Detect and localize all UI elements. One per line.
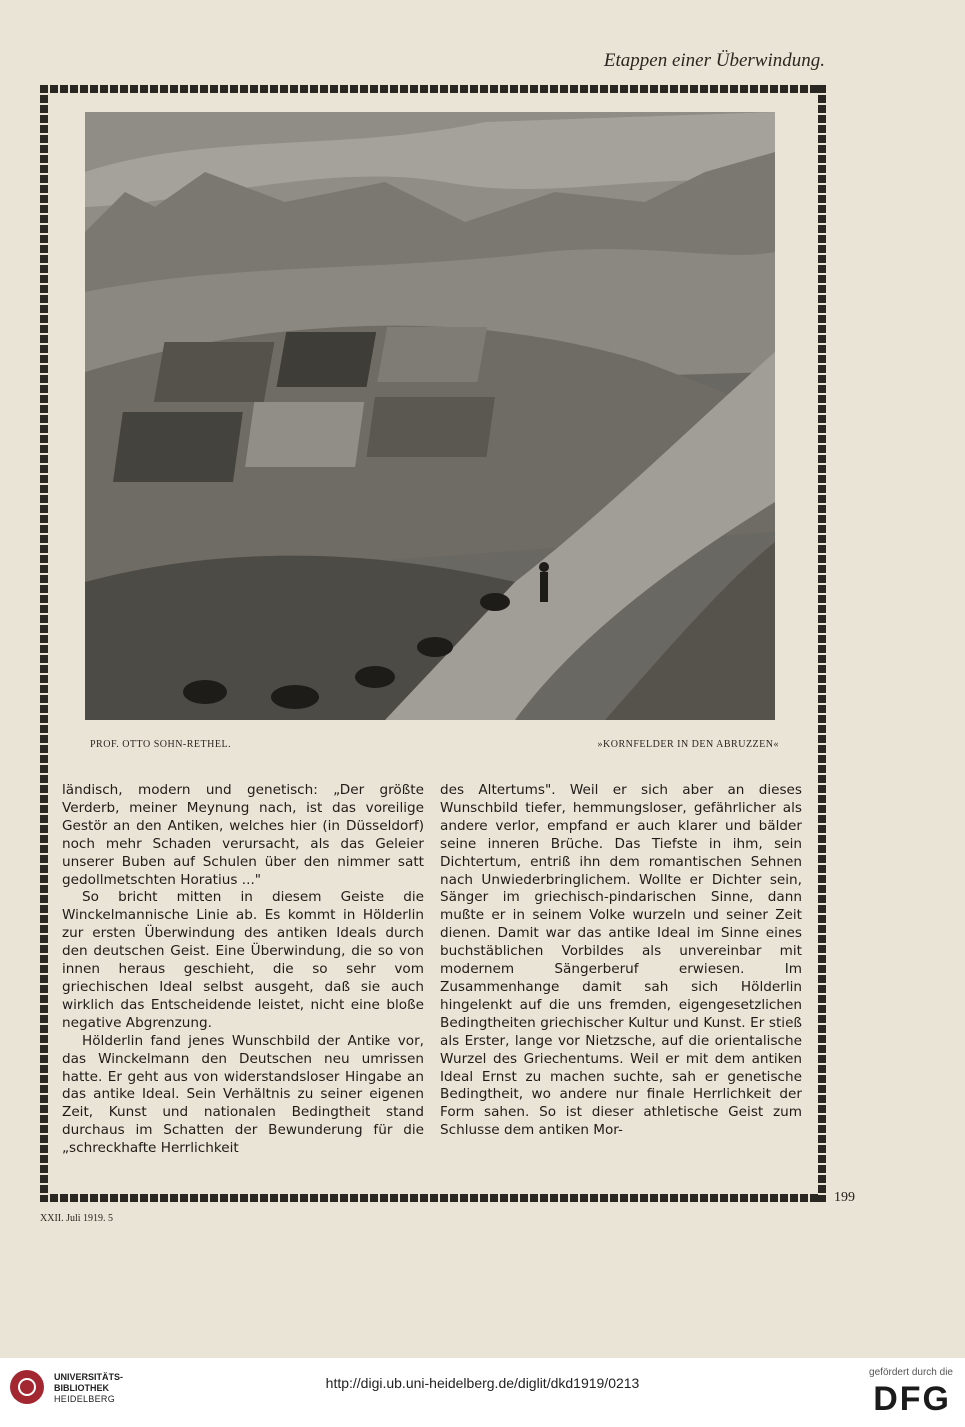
institution-name: BIBLIOTHEK [54,1383,109,1393]
landscape-painting [85,112,775,720]
digitization-footer [0,1358,965,1427]
page-number: 199 [834,1190,855,1205]
paragraph: des Altertums". Weil er sich aber an dieses Wunschbild tiefer, hemmungsloser, gefährlicher als andere verlor, empfand er auch klarer und bälder seine inneren Brüche. Das Tiefste in ihm, sein Dichtertum, entriß ihn dem romantischen Sehnen nach Unwiederbringlichem. Wollte er Dichter sein, Sänger im griechisch-pindarischen Sinne, dann mußte er in seinem Volke wurzeln und seiner Zeit dienen. Damit war das antike Ideal im Sinne eines buchstäblichen Vorbildes als unvereinbar mit modernem Sängerberuf erwiesen. Im Zusammenhange damit sah sich Hölderlin hingelenkt auf die uns fremden, eigengesetzlichen Bedingtheiten griechischer Kultur und Kunst. Er stieß als Erster, lange vor Nietzsche, auf die orientalische Wurzel des Griechentums. Weil er mit dem antiken Ideal Ernst zu machen suchte, sah er genetische Bedingtheit, wo andere nur finale Herrlichkeit der Form sahen. So ist dieser athletische Geist zum Schlusse dem antiken Mor- [440,782,802,1139]
paragraph: Hölderlin fand jenes Wunschbild der Antike vor, das Winckelmann den Deutschen neu umrissen hatte. Er geht aus von widerstandsloser Hingabe an das antike Ideal. Sein Verhältnis zu seiner eigenen Zeit, Kunst und nationalen Bedingtheit stand durchaus im Schatten der Bewunderung für die „schreckhafte Herrlichkeit [62,1032,424,1157]
institution-name: UNIVERSITÄTS- [54,1372,124,1382]
border-top [40,85,826,93]
institution-name: HEIDELBERG [54,1394,116,1404]
text-column-right [440,782,802,1140]
issue-line: XXII. Juli 1919. 5 [40,1213,114,1224]
figure-caption-title: »KORNFELDER IN DEN ABRUZZEN« [597,739,779,750]
dfg-logo: DFG [873,1380,951,1418]
source-url-link[interactable]: http://digi.ub.uni-heidelberg.de/diglit/dkd1919/0213 [325,1375,640,1391]
border-right [818,85,826,1202]
paragraph: ländisch, modern und genetisch: „Der größte Verderb, meiner Meynung nach, ist das voreilige Gestör an den Antiken, welches hier (in Düsseldorf) noch mehr Schaden verursacht, als das Geleier unserer Buben auf Schulen über den nimmer satt gedollmetschten Horatius ..." [62,782,424,888]
text-column-left [62,782,424,1158]
figure-caption-artist: PROF. OTTO SOHN-RETHEL. [90,739,232,750]
running-title: Etappen einer Überwindung. [603,50,825,71]
border-left [40,85,48,1202]
funded-by-label: gefördert durch die [869,1367,953,1378]
paragraph: So bricht mitten in diesem Geiste die Winckelmannische Linie ab. Es kommt in Hölderlin zur ersten Überwindung des antiken Ideals durch den deutschen Geist. Eine Überwindung, die so von innen heraus geschieht, die so sehr vom griechischen Ideal selbst ausgeht, daß sie auch wirklich das Entscheidende leistet, nicht eine bloße negative Abgrenzung. [62,889,424,1031]
painting-illustration [85,112,775,720]
border-bottom [40,1194,826,1202]
